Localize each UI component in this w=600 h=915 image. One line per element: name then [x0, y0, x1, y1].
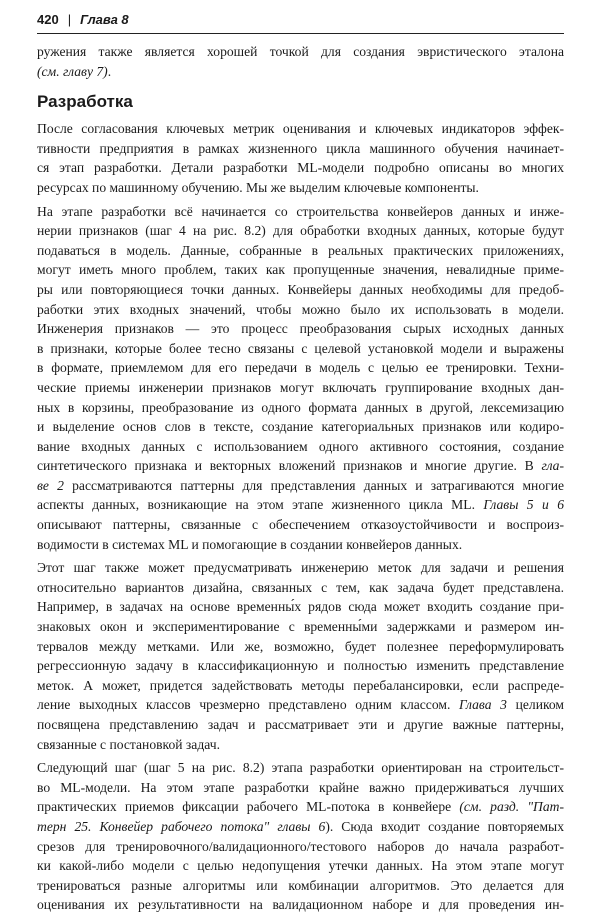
header-rule	[37, 33, 564, 34]
text-line: подаваться в модель. Данные, собранные в реальных практических приложениях,	[37, 242, 564, 258]
text-line: ление выходных классов чрезмерно представлено одним классом. Глава 3 целиком	[37, 697, 565, 713]
text-line: посвящена представлению задач и рассматривает эти и другие важные паттерны,	[37, 717, 564, 732]
paragraph-4	[37, 758, 564, 915]
chapter-title: Глава 8	[80, 12, 129, 27]
text-line: ческие приемы инженерии признаков могут включать группирование входных дан-	[37, 379, 564, 395]
text-line: ресурсах по машинному обучению. Мы же выделим ключевые компоненты.	[37, 179, 479, 195]
text-line: регрессионную задачу в классификационную и полностью изменить представление	[37, 658, 564, 674]
text-line: ружения также является хорошей точкой для создания эвристического эталона	[37, 44, 564, 59]
text-line: тренироваться разные алгоритмы или комбинации алгоритмов. Это делается для	[37, 877, 564, 893]
text-line: ки какой-либо модели с целью недопущения утечки данных. На этом этапе могут	[37, 858, 564, 874]
text-line: относительно вариантов дизайна, связанных с тем, как задача будет представлена.	[37, 579, 564, 595]
text-line: Этот шаг также может предусматривать инженерию меток для задачи и решения	[37, 560, 564, 576]
intro-paragraph	[37, 42, 564, 81]
cross-reference: терн 25. Конвейер рабочего потока" главы 6	[37, 818, 326, 834]
text-line: меток. А может, придется задействовать методы перебалансировки, если распреде-	[37, 677, 564, 693]
text-line: знаковых окон и экспериментирование с временны́ми задержками и размером ин-	[37, 619, 564, 635]
page-body	[37, 42, 564, 915]
text-line: На этапе разработки всё начинается со строительства конвейеров данных и инже-	[37, 203, 564, 219]
cross-reference: (см. главу 7)	[37, 63, 108, 79]
text-line: нерии признаков (шаг 4 на рис. 8.2) для обработки входных данных, которые будут	[37, 223, 564, 239]
paragraph-1	[37, 119, 564, 197]
cross-reference: ве 2	[37, 477, 64, 493]
cross-reference: гла-	[541, 458, 565, 474]
text-line: практических приемов фиксации рабочего ML-потока в конвейере (см. разд. "Пат-	[37, 799, 564, 815]
text-line: работки этих входных значений, чтобы можно было их использовать в модели.	[37, 301, 564, 317]
text-line: тивности предприятия в рамках жизненного цикла машинного обучения начинает-	[37, 140, 564, 156]
text-line: тервалов между метками. Или же, возможно, будет полезнее переформулировать	[37, 638, 564, 654]
text-line: в формате, приемлемом для его передачи в модель с целью ее тренировки. Техни-	[37, 360, 564, 376]
text-line: Следующий шаг (шаг 5 на рис. 8.2) этапа разработки ориентирован на строительст-	[37, 760, 564, 776]
text-line: ных в корзины, преобразование из одного формата данных в другой, лексемизацию	[37, 399, 564, 415]
page-number: 420	[37, 12, 59, 27]
running-header	[37, 9, 567, 31]
section-heading: Разработка	[37, 92, 133, 112]
cross-reference: Главы 5 и 6	[483, 497, 564, 513]
text-line: вание входных данных с использованием одного активного состояния, создание	[37, 438, 564, 454]
text-line: и выделение основ слов в тексте, создание категориальных признаков или кодиро-	[37, 419, 564, 435]
text-line: во ML-модели. На этом этапе разработки крайне важно придерживаться лучших	[37, 779, 564, 795]
text-line: аспекты данных, возникающие на этом этапе жизненного цикла ML. Главы 5 и 6	[37, 497, 564, 513]
paragraph-2	[37, 202, 564, 555]
cross-reference: Глава 3	[459, 697, 507, 713]
text-line: описывают паттерны, связанные с обеспечением отказоустойчивости и воспроиз-	[37, 517, 564, 533]
text-line: в признаки, которые более тесно связаны с целевой установкой модели и выражены	[37, 340, 564, 356]
text-line: После согласования ключевых метрик оценивания и ключевых индикаторов эффек-	[37, 121, 564, 137]
text-line: оценивания их результативности на валидационном наборе и для проведения ин-	[37, 897, 564, 913]
text-line: связанные с постановкой задач.	[37, 736, 220, 752]
text-line: синтетического признака и векторных вложений признаков и многие другие. В гла-	[37, 458, 565, 474]
text-line: (см. главу 7).	[37, 63, 112, 79]
header-separator: |	[67, 12, 72, 27]
text-line: ся этап разработки. Детали разработки ML-модели подробно описаны во многих	[37, 160, 564, 176]
text-line: срезов для тренировочного/валидационного/тестового наборов до начала разработ-	[37, 838, 564, 854]
text-line: терн 25. Конвейер рабочего потока" главы 6). Сюда входит создание повторяемых	[37, 818, 564, 834]
cross-reference: (см. разд. "Пат-	[459, 799, 564, 815]
text-line: могут иметь много проблем, таких как пропущенные значения, невалидные приме-	[37, 262, 564, 278]
paragraph-3	[37, 558, 564, 754]
text-line: Инженерия признаков — это процесс преобразования сырых исходных данных	[37, 321, 564, 337]
text-line: ве 2 рассматриваются паттерны для представления данных и затрагиваются многие	[37, 477, 564, 493]
text-line: Например, в задачах на основе временны́х рядов сюда может входить создание при-	[37, 599, 564, 615]
text-line: ры или повторяющиеся точки данных. Конвейеры данных необходимы для предоб-	[37, 281, 564, 297]
text-line: водимости в системах ML и помогающие в создании конвейеров данных.	[37, 536, 463, 552]
